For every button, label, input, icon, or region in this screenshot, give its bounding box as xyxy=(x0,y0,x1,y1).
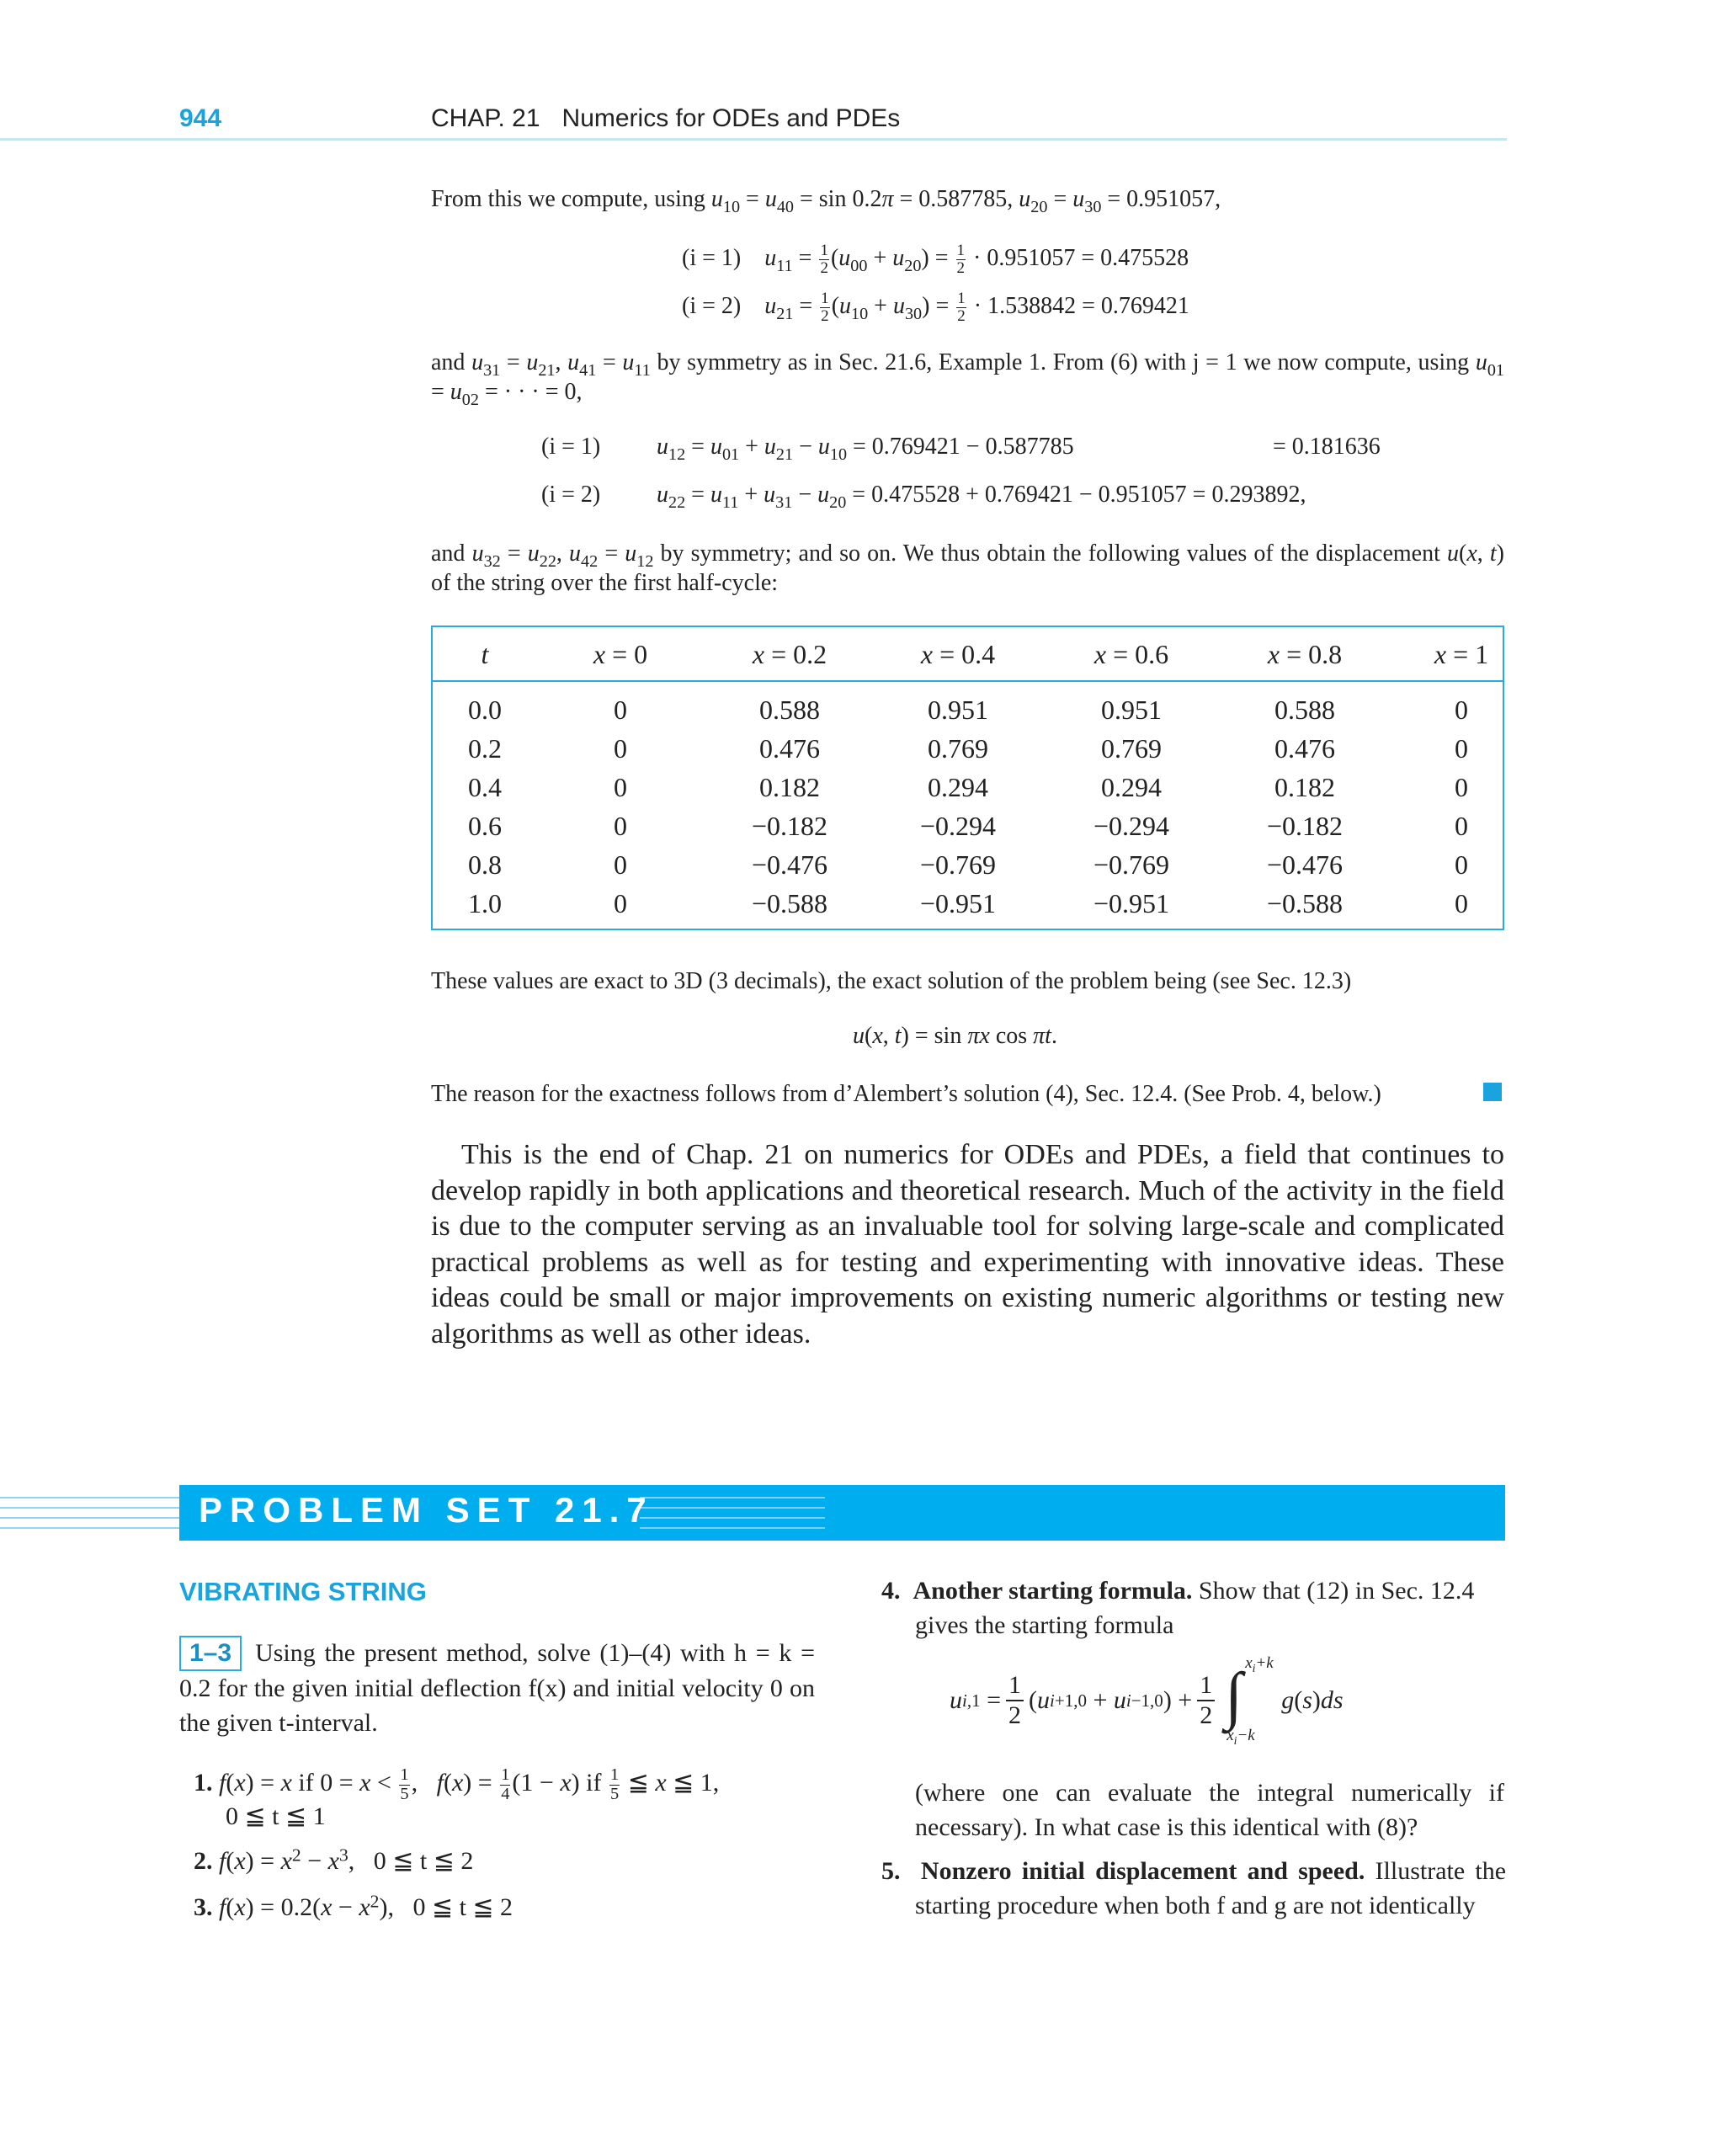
table-cell: −0.588 xyxy=(1266,888,1344,918)
table-cell: 0.476 xyxy=(1274,733,1335,764)
closing-paragraph: This is the end of Chap. 21 on numerics for ODEs and PDEs, a field that continues to develop rapidly in both applications and theoretical research. Much of the activity in the field is due to the computer serving as an invaluable tool for solving large-scale and complicated practical problems as well as for testing and experimenting with innovative ideas. These ideas could be small or major improvements on existing numeric algorithms or testing new algorithms as well as other ideas. xyxy=(431,1139,1504,1349)
eq3-mid: = 0.769421 − 0.587785 xyxy=(853,434,1074,460)
compute-intro: From this we compute, using $u_{10} = u_{40} = \sin 0.2\pi = 0.587785$, $u_{20} = u_{30} = 0.951057$, xyxy=(431,186,1221,217)
chapter-title: Numerics for ODEs and PDEs xyxy=(561,104,901,132)
problem-range-label: 1–3 xyxy=(179,1636,242,1671)
p2-interval: 0 ≦ t ≦ 2 xyxy=(373,1847,474,1875)
banner-line xyxy=(640,1497,825,1499)
eq2-rhs: · 1.538842 = 0.769421 xyxy=(973,292,1189,319)
compute-intro-text: From this we compute, using xyxy=(431,186,705,212)
p3-interval: 0 ≦ t ≦ 2 xyxy=(412,1893,513,1921)
table-cell: −0.294 xyxy=(1093,811,1170,841)
banner-line xyxy=(0,1527,182,1529)
eq2-label: (i = 2) xyxy=(682,292,742,319)
p4-after-text: (where one can evaluate the integral numerically if necessary). In what case is this identical with (8)? xyxy=(915,1779,1504,1841)
table-cell: 0.769 xyxy=(1101,733,1162,764)
problem-1: 1. f(x) = x if 0 = x < $\frac{1}{5}$ , f(x) = $\frac{1}{4}$ (1 − x) if $\frac{1}{5}$ ≦ x ≦ 1, xyxy=(194,1765,720,1803)
table-cell: 0.182 xyxy=(1274,772,1335,802)
table-cell: 1.0 xyxy=(468,888,502,918)
symmetry-1-text: by symmetry as in Sec. 21.6, Example 1. From (6) with j = 1 we now compute, xyxy=(657,349,1412,375)
p4-text: Show that (12) in Sec. 12.4 gives the starting formula xyxy=(915,1577,1475,1639)
displacement-table xyxy=(431,626,1504,930)
p3-number: 3. xyxy=(194,1893,213,1921)
table-header-cell: x = 0.6 xyxy=(1093,639,1169,669)
table-cell: 0 xyxy=(1455,733,1468,764)
reason-text: The reason for the exactness follows from d’Alembert’s solution (4), Sec. 12.4. (See Prob. 4, below.) xyxy=(431,1081,1381,1107)
equation-i1-step2 xyxy=(541,434,600,460)
table-cell: 0.2 xyxy=(468,733,502,764)
table-cell: 0 xyxy=(1455,811,1468,841)
problem-2: 2. $f(x) = x^2 - x^3$, 0 ≦ t ≦ 2 xyxy=(194,1845,474,1875)
table-cell: 0 xyxy=(614,733,627,764)
table-cell: 0.4 xyxy=(468,772,502,802)
table-cell: 0 xyxy=(1455,888,1468,918)
p5-title: Nonzero initial displacement and speed. xyxy=(920,1857,1365,1885)
eq1-rhs: · 0.951057 = 0.475528 xyxy=(973,244,1189,271)
table-cell: 0.294 xyxy=(928,772,988,802)
equation-i2: (i = 2) $u_{21}$ = $\frac{1}{2}$ $(u_{10} + u_{30})$ = $\frac{1}{2}$ · 1.538842 = 0.769421 xyxy=(682,290,1189,325)
table-cell: 0 xyxy=(614,888,627,918)
problem-3: 3. $f(x) = 0.2(x - x^2)$, 0 ≦ t ≦ 2 xyxy=(194,1891,513,1921)
table-cell: −0.476 xyxy=(751,849,828,880)
table-header-cell: x = 0.8 xyxy=(1267,639,1343,669)
banner-line xyxy=(0,1507,182,1509)
table-cell: −0.769 xyxy=(1093,849,1170,880)
equation-i1: (i = 1) $u_{11}$ = $\frac{1}{2}$ $(u_{00} + u_{20})$ = $\frac{1}{2}$ · 0.951057 = 0.475528 xyxy=(682,242,1189,277)
equation-i1-step2-body: $u_{12} = u_{01} + u_{21} - u_{10} = 0.769421 - 0.587785$ xyxy=(657,434,1074,465)
exact-solution-formula: u(x, t) = sin πx cos πt. xyxy=(853,1023,1057,1049)
banner-line xyxy=(640,1527,825,1529)
table-cell: 0.769 xyxy=(928,733,988,764)
banner-line xyxy=(640,1517,825,1519)
equation-i2-step2-body: $u_{22} = u_{11} + u_{31} - u_{20} = 0.475528 + 0.769421 - 0.951057 = 0.293892$, xyxy=(657,482,1306,513)
symmetry-2-text: by symmetry; and so on. We thus obtain the following values of the displacement xyxy=(660,540,1440,567)
header-rule xyxy=(0,138,1507,141)
problem-set-title: PROBLEM SET 21.7 xyxy=(199,1490,654,1530)
table-cell: 0.588 xyxy=(1274,695,1335,725)
eq4-mid: = 0.475528 + 0.769421 − 0.951057 = 0.293892, xyxy=(852,482,1306,508)
table-cell: 0.951 xyxy=(1101,695,1162,725)
table-cell: −0.182 xyxy=(751,811,828,841)
eq1-label: (i = 1) xyxy=(682,244,742,271)
table-cell: 0 xyxy=(1455,849,1468,880)
p4-number: 4. xyxy=(881,1577,901,1605)
table-cell: 0.951 xyxy=(928,695,988,725)
table-header-cell: x = 0.2 xyxy=(752,639,827,669)
running-header xyxy=(431,104,900,133)
table-cell: −0.588 xyxy=(751,888,828,918)
p4-title: Another starting formula. xyxy=(913,1577,1193,1605)
table-cell: 0.588 xyxy=(759,695,820,725)
table-cell: −0.476 xyxy=(1266,849,1344,880)
table-cell: −0.769 xyxy=(919,849,997,880)
problem-4 xyxy=(881,1573,1506,1642)
table-cell: −0.951 xyxy=(919,888,997,918)
chapter-label: CHAP. 21 xyxy=(431,104,540,132)
problem-instructions xyxy=(179,1636,815,1740)
p5-number: 5. xyxy=(881,1857,901,1885)
table-cell: 0.476 xyxy=(759,733,820,764)
p2-number: 2. xyxy=(194,1847,213,1875)
page-number: 944 xyxy=(179,104,222,132)
eq3-label: (i = 1) xyxy=(541,434,601,460)
table-cell: 0 xyxy=(1455,772,1468,802)
table-cell: 0 xyxy=(614,772,627,802)
p1-number: 1. xyxy=(194,1769,213,1797)
table-cell: −0.182 xyxy=(1266,811,1344,841)
table-cell: −0.951 xyxy=(1093,888,1170,918)
section-heading: VIBRATING STRING xyxy=(179,1577,427,1606)
table-header-cell: x = 0.4 xyxy=(920,639,996,669)
table-cell: 0.8 xyxy=(468,849,502,880)
table-cell: 0.182 xyxy=(759,772,820,802)
end-of-example-marker xyxy=(1483,1083,1502,1101)
eq4-label: (i = 2) xyxy=(541,482,601,508)
symmetry-2b-text: of the string over the first half-cycle: xyxy=(431,570,779,596)
problem-5 xyxy=(881,1854,1506,1923)
table-cell: 0 xyxy=(1455,695,1468,725)
table-cell: 0 xyxy=(614,811,627,841)
table-cell: 0.294 xyxy=(1101,772,1162,802)
p1-interval: 0 ≦ t ≦ 1 xyxy=(226,1802,326,1830)
table-cell: −0.294 xyxy=(919,811,997,841)
table-header-cell: x = 1 xyxy=(1434,639,1489,669)
p5-text: Illustrate the starting procedure when both f and g are not identically xyxy=(915,1857,1507,1919)
table-header-cell: x = 0 xyxy=(593,639,648,669)
eq3-result: = 0.181636 xyxy=(1273,434,1381,460)
banner-line xyxy=(0,1517,182,1519)
table-cell: 0.6 xyxy=(468,811,502,841)
equation-i2-step2 xyxy=(541,482,600,508)
banner-line xyxy=(0,1497,182,1499)
starting-formula: u i,1 = 1 2 ( u i+1,0 + u i−1,0 ) + 1 2 ∫ $x_i+k$ $x_i-k$ g ( s ) ds xyxy=(950,1654,1344,1747)
table-header-cell: t xyxy=(481,639,489,669)
exactness-text: These values are exact to 3D (3 decimals), the exact solution of the problem being (see Sec. 12.3) xyxy=(431,968,1352,994)
table-cell: 0 xyxy=(614,695,627,725)
symmetry-paragraph-2: and $u_{32} = u_{22}$, $u_{42} = u_{12}$ by symmetry; and so on. We thus obtain the following values of the displacement u(x, t) of the string over the first half-cycle: xyxy=(431,540,1504,596)
banner-line xyxy=(640,1507,825,1509)
instructions-text: Using the present method, solve (1)–(4) with h = k = 0.2 for the given initial deflection f(x) and initial velocity 0 on the given t-interval. xyxy=(179,1639,815,1737)
symmetry-paragraph-1: and $u_{31} = u_{21}$, $u_{41} = u_{11}$ by symmetry as in Sec. 21.6, Example 1. From (6) with j = 1 we now compute, using $u_{01} = u_{02}$ = · · · = 0, xyxy=(431,349,1504,410)
table-cell: 0.0 xyxy=(468,695,502,725)
table-cell: 0 xyxy=(614,849,627,880)
